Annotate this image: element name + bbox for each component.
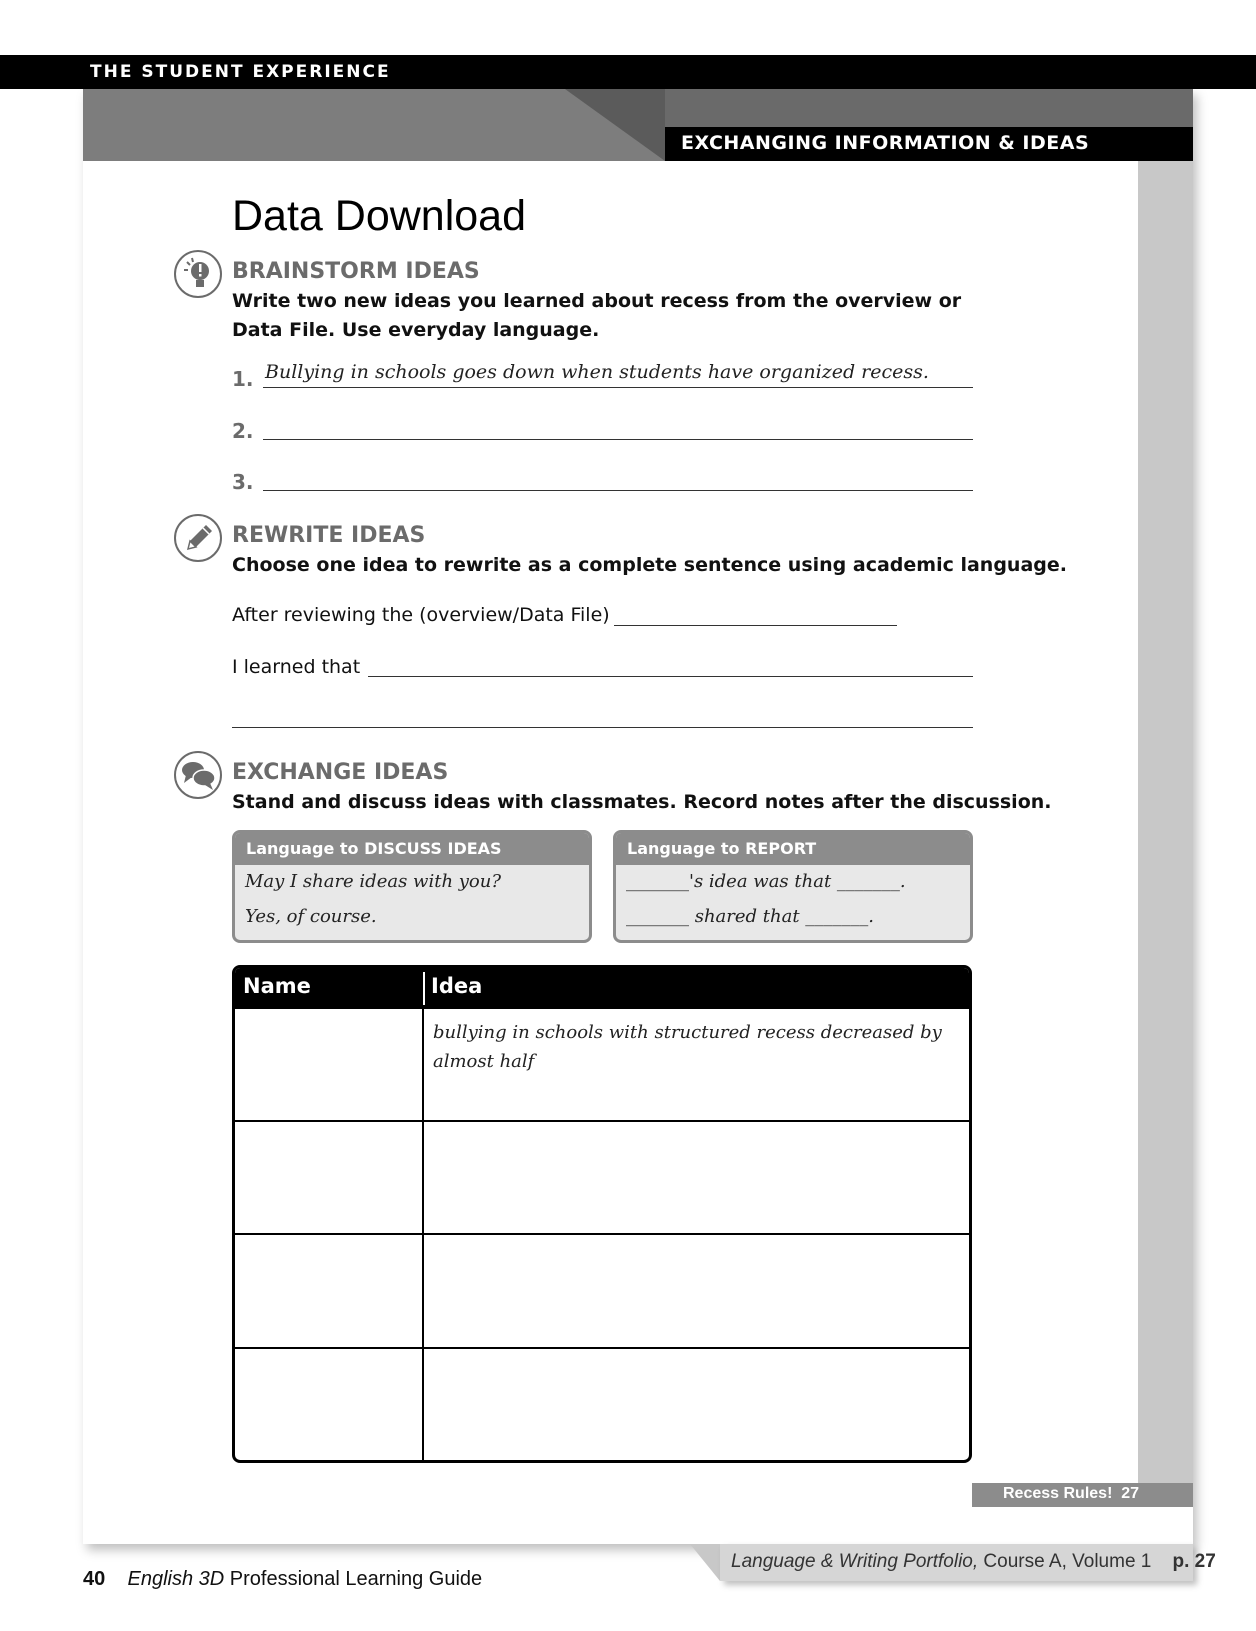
page-title: Data Download [232,192,527,240]
bottom-bar-diagonal [690,1544,720,1581]
frame2-continuation-line[interactable] [232,727,973,728]
discuss-line-1: May I share ideas with you? [245,871,502,892]
brainstorm-instruction [232,287,961,345]
report-line-1: _______'s idea was that _______. [626,871,906,892]
table-header [235,968,969,1009]
table-row-3-idea[interactable] [425,1235,965,1347]
column-divider [422,968,424,1460]
brainstorm-instruction-line1: Write two new ideas you learned about recess from the overview or [232,290,962,312]
report-box-title: Language to REPORT [616,833,970,865]
discuss-ideas-box [232,830,592,943]
item-number: 1. [232,367,254,391]
footer-tab-page: 27 [1121,1485,1140,1502]
notes-table [232,965,972,1463]
header-idea: Idea [431,974,483,998]
report-box [613,830,973,943]
header-name: Name [243,974,311,998]
band-label: THE STUDENT EXPERIENCE [90,62,391,82]
discuss-line-2: Yes, of course. [245,906,377,927]
frame1-blank[interactable] [614,625,897,626]
table-row-2-name[interactable] [235,1122,422,1233]
brainstorm-instruction-line2: Data File. Use everyday language. [232,319,600,341]
lightbulb-icon [174,250,222,298]
guide-title-italic: English 3D [127,1568,225,1590]
pencil-icon [174,514,222,562]
table-row-4-name[interactable] [235,1349,422,1460]
table-row-2-idea[interactable] [425,1122,965,1233]
table-row-1-name[interactable] [235,1009,422,1120]
guide-title-rest: Professional Learning Guide [229,1568,483,1590]
table-row-1-idea[interactable]: bullying in schools with structured recess decreased by almost half [433,1022,942,1072]
table-row-3-name[interactable] [235,1235,422,1347]
frame-i-learned: I learned that [232,656,361,678]
rewrite-instruction: Choose one idea to rewrite as a complete sentence using academic language. [232,554,1067,576]
portfolio-title: Language & Writing Portfolio, [731,1551,979,1572]
portfolio-reference [731,1551,1216,1573]
side-strip [1138,160,1193,1485]
section-tab-label: EXCHANGING INFORMATION & IDEAS [681,132,1090,154]
portfolio-course: Course A, Volume 1 [983,1551,1152,1572]
page-footer [83,1568,482,1591]
answer-line-1[interactable] [263,387,973,388]
discuss-box-title: Language to DISCUSS IDEAS [235,833,589,865]
frame2-blank[interactable] [368,676,973,677]
rewrite-heading: REWRITE IDEAS [232,523,426,548]
item-number: 2. [232,419,254,443]
report-line-2: _______ shared that _______. [626,906,875,927]
brainstorm-heading: BRAINSTORM IDEAS [232,259,480,284]
exchange-heading: EXCHANGE IDEAS [232,760,449,785]
frame-after-reviewing: After reviewing the (overview/Data File) [232,604,610,626]
table-row-4-idea[interactable] [425,1349,965,1460]
portfolio-page: p. 27 [1172,1551,1216,1572]
footer-tab-label [1003,1485,1139,1503]
answer-line-2[interactable] [263,439,973,440]
answer-line-3[interactable] [263,490,973,491]
page-number: 40 [83,1568,106,1590]
header-divider [423,972,425,1005]
exchange-instruction: Stand and discuss ideas with classmates. Record notes after the discussion. [232,791,1052,813]
footer-tab-title: Recess Rules! [1003,1485,1113,1502]
item-number: 3. [232,470,254,494]
answer-1[interactable]: Bullying in schools goes down when students have organized recess. [265,361,929,383]
speech-bubbles-icon [174,751,222,799]
header-dark-strip [665,89,1193,127]
